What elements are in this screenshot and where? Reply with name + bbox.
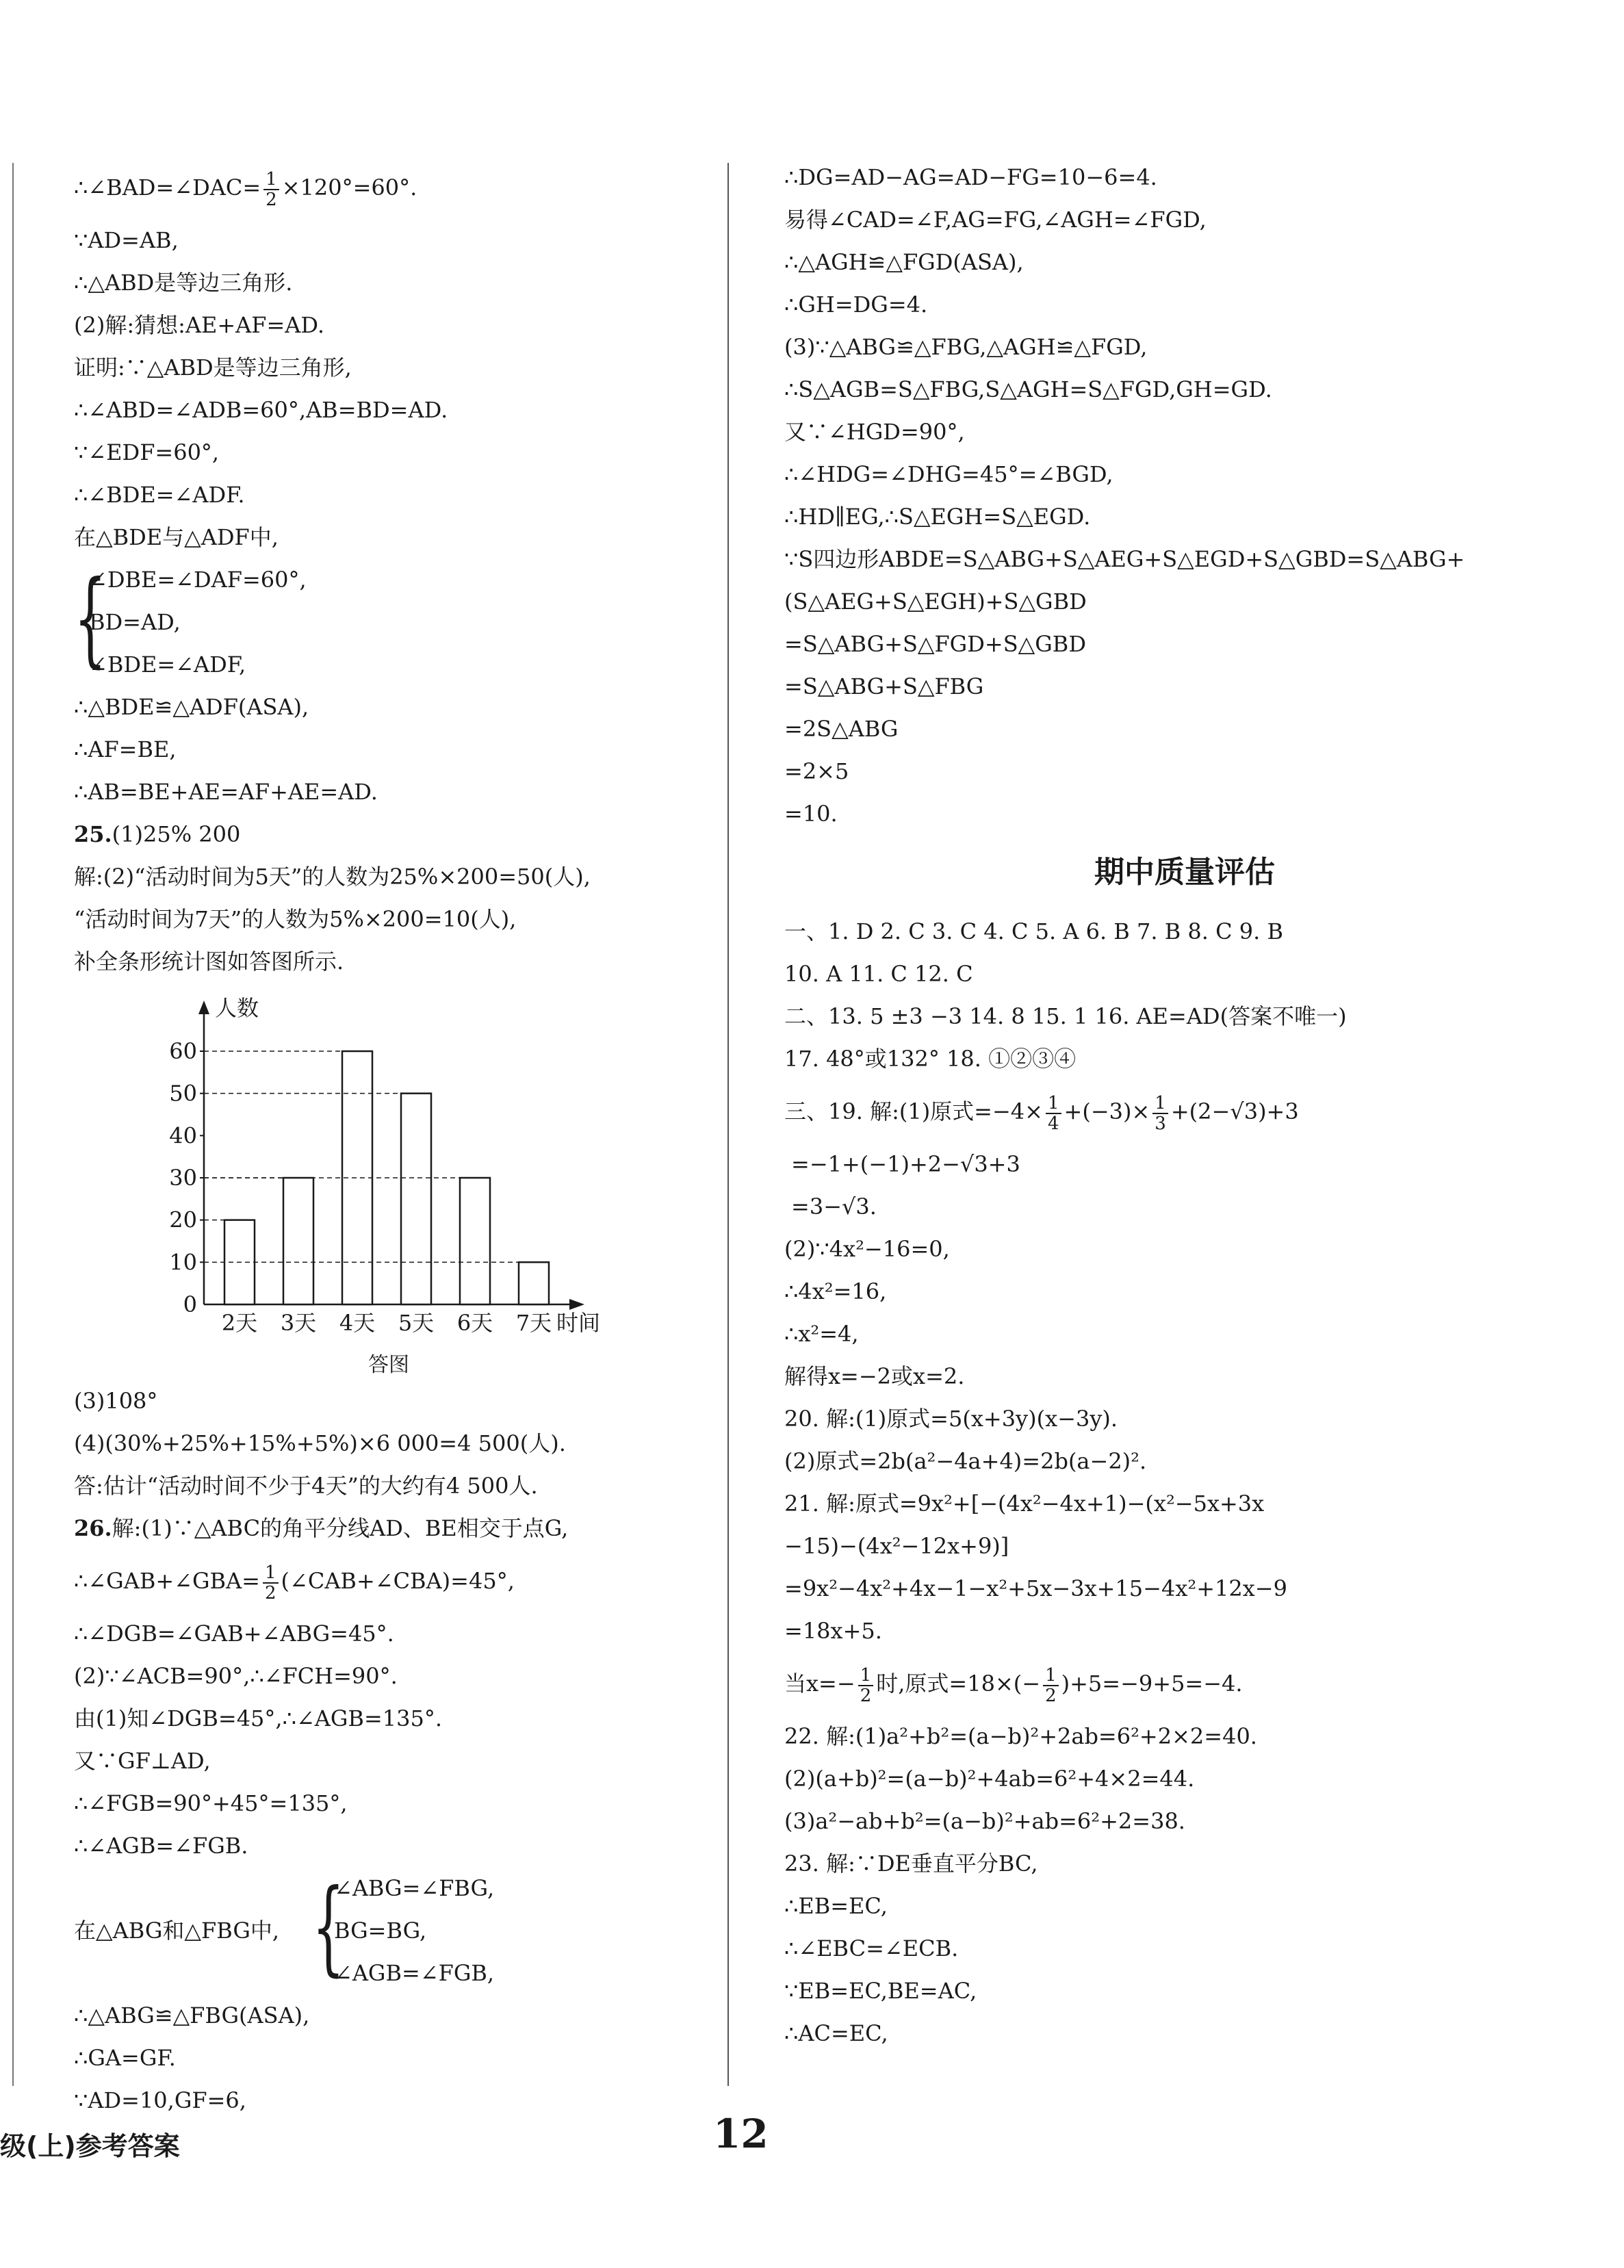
text-line: =−1+(−1)+2−√3+3 xyxy=(791,1151,1020,1177)
y-tick-label: 30 xyxy=(169,1165,197,1191)
text-line: 又∵GF⊥AD, xyxy=(74,1748,211,1774)
text-line: 又∵∠HGD=90°, xyxy=(784,419,965,445)
text-line: =9x²−4x²+4x−1−x²+5x−3x+15−4x²+12x−9 xyxy=(784,1575,1287,1601)
y-axis-label: 人数 xyxy=(215,995,259,1021)
y-tick-label: 0 xyxy=(183,1291,197,1317)
answer-line: 17. 48°或132° 18. ①②③④ xyxy=(784,1046,1077,1072)
text-line: ∴△ABG≌△FBG(ASA), xyxy=(74,2002,310,2028)
text-line: ∴∠DGB=∠GAB+∠ABG=45°. xyxy=(74,1621,394,1647)
text-line: ∴∠AGB=∠FGB. xyxy=(74,1833,248,1859)
text-line: =2×5 xyxy=(784,758,849,784)
text-line: (2)解:猜想:AE+AF=AD. xyxy=(74,312,325,338)
text-line: ∴AC=EC, xyxy=(784,2020,888,2046)
text-line: (3)∵△ABG≌△FBG,△AGH≌△FGD, xyxy=(784,334,1148,360)
text: +(−3)× xyxy=(1064,1098,1150,1124)
text-line: =3−√3. xyxy=(791,1194,877,1220)
text-line: 补全条形统计图如答图所示. xyxy=(74,949,344,975)
text-line: ∴△BDE≌△ADF(ASA), xyxy=(74,694,309,720)
text-line xyxy=(74,156,717,219)
question-23: 23. 解:∵DE垂直平分BC, xyxy=(784,1851,1038,1877)
numerator: 1 xyxy=(858,1666,874,1686)
bar xyxy=(460,1178,490,1304)
left-column xyxy=(74,156,717,2122)
text-line: (S△AEG+S△EGH)+S△GBD xyxy=(784,589,1087,615)
x-axis-arrow xyxy=(569,1299,584,1310)
text-line: 在△BDE与△ADF中, xyxy=(74,524,279,550)
text-line: 解得x=−2或x=2. xyxy=(784,1363,965,1389)
text-line: ∴DG=AD−AG=AD−FG=10−6=4. xyxy=(784,164,1157,190)
text-line: ∴GA=GF. xyxy=(74,2045,176,2071)
text-line: ∴△ABD是等边三角形. xyxy=(74,270,293,296)
text: ×120°=60°. xyxy=(281,175,417,201)
y-tick-label: 10 xyxy=(169,1249,197,1276)
system-row: ∠ABG=∠FBG, xyxy=(334,1875,495,1901)
text-line: ∴GH=DG=4. xyxy=(784,292,928,318)
section-title: 期中质量评估 xyxy=(1094,855,1275,890)
text-line: 由(1)知∠DGB=45°,∴∠AGB=135°. xyxy=(74,1705,443,1731)
fraction xyxy=(263,170,279,209)
system-row: ∠DBE=∠DAF=60°, xyxy=(89,567,307,593)
system-row: ∠AGB=∠FGB, xyxy=(334,1960,495,1986)
text: 时,原式=18×(− xyxy=(876,1671,1041,1697)
text-line: (2)∵∠ACB=90°,∴∠FCH=90°. xyxy=(74,1663,398,1689)
brace: { xyxy=(312,1868,345,1987)
denominator: 2 xyxy=(1045,1685,1057,1706)
text-line: ∴S△AGB=S△FBG,S△AGH=S△FGD,GH=GD. xyxy=(784,376,1272,402)
fraction xyxy=(1046,1094,1061,1133)
text-line: =2S△ABG xyxy=(784,716,899,742)
bar xyxy=(519,1262,549,1304)
numerator: 1 xyxy=(263,170,279,190)
x-tick-label: 3天 xyxy=(280,1310,317,1336)
text-line: ∴EB=EC, xyxy=(784,1893,888,1919)
text-line: (2)(a+b)²=(a−b)²+4ab=6²+4×2=44. xyxy=(784,1766,1195,1792)
fraction xyxy=(263,1563,279,1603)
right-column xyxy=(784,156,1585,2054)
denominator: 2 xyxy=(860,1685,872,1706)
text-line: 答:估计“活动时间不少于4天”的大约有4 500人. xyxy=(74,1473,538,1499)
y-tick-label: 60 xyxy=(169,1038,197,1064)
text-line: (3)a²−ab+b²=(a−b)²+ab=6²+2=38. xyxy=(784,1808,1185,1834)
answer-line: 10. A 11. C 12. C xyxy=(784,961,973,987)
question-21: 21. 解:原式=9x²+[−(4x²−4x+1)−(x²−5x+3x xyxy=(784,1491,1265,1517)
text-line: ∴4x²=16, xyxy=(784,1278,887,1304)
fraction xyxy=(1043,1666,1059,1705)
question-19 xyxy=(784,1080,1585,1143)
text-line: =S△ABG+S△FBG xyxy=(784,673,984,699)
bar xyxy=(283,1178,313,1304)
denominator: 2 xyxy=(264,1582,276,1603)
question-20: 20. 解:(1)原式=5(x+3y)(x−3y). xyxy=(784,1406,1118,1432)
text: )+5=−9+5=−4. xyxy=(1061,1671,1243,1697)
bar xyxy=(401,1094,431,1304)
numerator: 1 xyxy=(1043,1666,1059,1686)
text-line: ∵AD=10,GF=6, xyxy=(74,2087,246,2113)
answer-line: 二、13. 5 ±3 −3 14. 8 15. 1 16. AE=AD(答案不唯一) xyxy=(784,1003,1347,1029)
text: 当x=− xyxy=(784,1671,855,1697)
text: ∴∠BAD=∠DAC= xyxy=(74,175,261,201)
text: +(2−√3)+3 xyxy=(1170,1098,1299,1124)
chart-caption: 答图 xyxy=(368,1353,409,1377)
y-tick-label: 40 xyxy=(169,1122,197,1149)
y-tick-label: 20 xyxy=(169,1207,197,1233)
x-tick-label: 5天 xyxy=(398,1310,435,1336)
text-line xyxy=(74,1549,717,1612)
numerator: 1 xyxy=(1152,1094,1168,1114)
bar-chart xyxy=(74,983,621,1380)
text-line: ∴AF=BE, xyxy=(74,736,177,762)
question-number: 25. xyxy=(74,821,112,847)
text-line: ∴△AGH≌△FGD(ASA), xyxy=(784,249,1024,275)
fraction xyxy=(858,1666,874,1705)
numerator: 1 xyxy=(1046,1094,1061,1114)
text-line: ∵∠EDF=60°, xyxy=(74,439,220,465)
text-line: ∴∠HDG=∠DHG=45°=∠BGD, xyxy=(784,461,1113,487)
system-lead: 在△ABG和△FBG中, xyxy=(74,1918,280,1944)
x-axis-label: 时间 xyxy=(556,1310,601,1336)
text-line: 易得∠CAD=∠F,AG=FG,∠AGH=∠FGD, xyxy=(784,207,1207,233)
text-line: ∴∠ABD=∠ADB=60°,AB=BD=AD. xyxy=(74,397,448,423)
bar-chart-figure xyxy=(74,983,717,1380)
text-line: ∴AB=BE+AE=AF+AE=AD. xyxy=(74,779,378,805)
text: (∠CAB+∠CBA)=45°, xyxy=(281,1568,515,1594)
text-line: ∴∠EBC=∠ECB. xyxy=(784,1935,959,1961)
text-line: =18x+5. xyxy=(784,1618,882,1644)
text: (1)25% 200 xyxy=(112,821,241,847)
system-row: BG=BG, xyxy=(334,1918,427,1944)
system-row: ∠BDE=∠ADF, xyxy=(89,652,246,678)
question-22: 22. 解:(1)a²+b²=(a−b)²+2ab=6²+2×2=40. xyxy=(784,1723,1257,1749)
x-tick-label: 6天 xyxy=(456,1310,493,1336)
y-tick-label: 50 xyxy=(169,1080,197,1107)
text-line: (2)原式=2b(a²−4a+4)=2b(a−2)². xyxy=(784,1448,1147,1474)
text-line: “活动时间为7天”的人数为5%×200=10(人), xyxy=(74,906,517,932)
column-divider xyxy=(727,163,729,2086)
text: 三、19. 解:(1)原式=−4× xyxy=(784,1098,1043,1124)
text-line: −15)−(4x²−12x+9)] xyxy=(784,1533,1009,1559)
text-line: 解:(2)“活动时间为5天”的人数为25%×200=50(人), xyxy=(74,864,591,890)
text-line: 证明:∵△ABD是等边三角形, xyxy=(74,355,352,381)
left-margin-rule xyxy=(12,163,14,2086)
x-tick-label: 2天 xyxy=(221,1310,258,1336)
answer-line: 一、1. D 2. C 3. C 4. C 5. A 6. B 7. B 8. C 9. B xyxy=(784,918,1283,944)
y-axis-arrow xyxy=(198,1001,209,1014)
page-number: 12 xyxy=(713,2111,769,2157)
denominator: 2 xyxy=(266,189,277,210)
question-number: 26. xyxy=(74,1515,112,1541)
x-tick-label: 4天 xyxy=(339,1310,376,1336)
text-line: ∵S四边形ABDE=S△ABG+S△AEG+S△EGD+S△GBD=S△ABG+ xyxy=(784,546,1465,572)
text-line: ∴x²=4, xyxy=(784,1321,859,1347)
equation-system xyxy=(74,558,717,686)
text-line: ∴HD∥EG,∴S△EGH=S△EGD. xyxy=(784,504,1091,530)
text-line xyxy=(784,1652,1585,1715)
footer-label: 级(上)参考答案 xyxy=(0,2131,180,2161)
question-26 xyxy=(74,1507,717,1549)
system-row: BD=AD, xyxy=(89,609,181,635)
denominator: 4 xyxy=(1047,1113,1059,1134)
text: 解:(1)∵△ABC的角平分线AD、BE相交于点G, xyxy=(112,1515,569,1541)
text-line: ∵EB=EC,BE=AC, xyxy=(784,1978,977,2004)
text-line: ∵AD=AB, xyxy=(74,227,179,253)
numerator: 1 xyxy=(263,1563,279,1584)
text-line: (3)108° xyxy=(74,1388,158,1414)
text: ∴∠GAB+∠GBA= xyxy=(74,1568,260,1594)
brace: { xyxy=(74,559,107,678)
denominator: 3 xyxy=(1155,1113,1166,1134)
fraction xyxy=(1152,1094,1168,1133)
text-line: ∴∠BDE=∠ADF. xyxy=(74,482,245,508)
text-line: =10. xyxy=(784,801,838,827)
equation-system xyxy=(74,1867,717,1994)
text-line: =S△ABG+S△FGD+S△GBD xyxy=(784,631,1086,657)
text-line: (2)∵4x²−16=0, xyxy=(784,1236,950,1262)
text-line: (4)(30%+25%+15%+5%)×6 000=4 500(人). xyxy=(74,1430,566,1456)
text-line: ∴∠FGB=90°+45°=135°, xyxy=(74,1790,348,1816)
question-25 xyxy=(74,813,717,855)
x-tick-label: 7天 xyxy=(515,1310,552,1336)
